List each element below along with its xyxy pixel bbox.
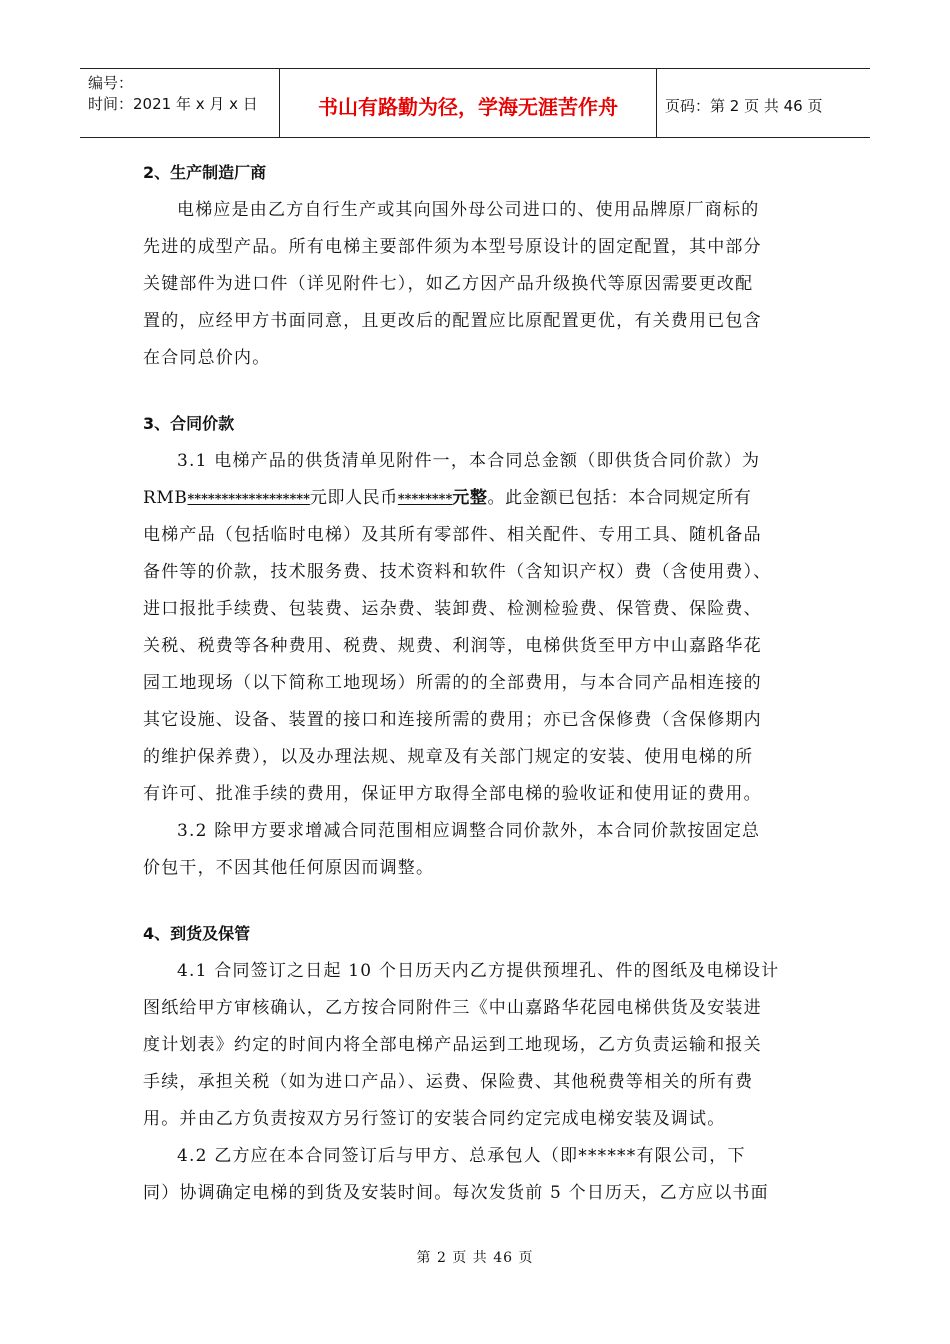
- document-number: 编号：: [88, 74, 134, 92]
- paragraph-line: 在合同总价内。: [143, 348, 271, 368]
- paragraph-line: 进口报批手续费、包装费、运杂费、装卸费、检测检验费、保管费、保险费、: [143, 599, 762, 619]
- paragraph-line: 图纸给甲方审核确认，乙方按合同附件三《中山嘉路华花园电梯供货及安装进: [143, 998, 762, 1018]
- paragraph-line: 关键部件为进口件（详见附件七），如乙方因产品升级换代等原因需要更改配: [143, 274, 754, 294]
- paragraph-line: 3.1 电梯产品的供货清单见附件一，本合同总金额（即供货合同价款）为: [177, 451, 761, 471]
- section-heading: 3、合同价款: [143, 414, 235, 433]
- paragraph-line: 有许可、批准手续的费用，保证甲方取得全部电梯的验收证和使用证的费用。: [143, 784, 762, 804]
- section-heading: 4、到货及保管: [143, 924, 251, 943]
- header-slogan: 书山有路勤为径，学海无涯苦作舟: [280, 69, 657, 137]
- paragraph-line: 同）协调确定电梯的到货及安装时间。每次发货前 5 个日历天，乙方应以书面: [143, 1183, 769, 1203]
- spacer: [143, 377, 813, 409]
- header-meta: [80, 69, 280, 137]
- page-footer: 第 2 页 共 46 页: [416, 1250, 534, 1266]
- paragraph-line: 4.2 乙方应在本合同签订后与甲方、总承包人（即******有限公司，下: [177, 1146, 746, 1166]
- section-heading: 2、生产制造厂商: [143, 163, 267, 182]
- paragraph-line: 置的，应经甲方书面同意，且更改后的配置应比原配置更优，有关费用已包含: [143, 311, 762, 331]
- paragraph-line: 先进的成型产品。所有电梯主要部件须为本型号原设计的固定配置，其中部分: [143, 237, 762, 257]
- header-page-info: 页码：第 2 页 共 46 页: [665, 96, 823, 115]
- amount-placeholder: ******************: [187, 492, 310, 507]
- amount-stars: ********: [397, 492, 453, 507]
- page-header: [80, 68, 870, 138]
- spacer: [143, 887, 813, 919]
- price-line: [143, 480, 813, 517]
- paragraph-line: 其它设施、设备、装置的接口和连接所需的费用；亦已含保修费（含保修期内: [143, 710, 762, 730]
- amount-rest-text: 。此金额已包括：本合同规定所有: [487, 488, 752, 508]
- currency-prefix: RMB: [143, 488, 188, 508]
- paragraph-line: 关税、税费等各种费用、税费、规费、利润等，电梯供货至甲方中山嘉路华花: [143, 636, 762, 656]
- paragraph-line: 电梯产品（包括临时电梯）及其所有零部件、相关配件、专用工具、随机备品: [143, 525, 762, 545]
- amount-mid-text: 元即人民币: [309, 488, 398, 508]
- paragraph-line: 的维护保养费），以及办理法规、规章及有关部门规定的安装、使用电梯的所: [143, 747, 754, 767]
- paragraph-line: 手续，承担关税（如为进口产品）、运费、保险费、其他税费等相关的所有费: [143, 1072, 754, 1092]
- paragraph-line: 价包干，不因其他任何原因而调整。: [143, 858, 435, 878]
- amount-bold-text: 元整: [452, 488, 488, 508]
- paragraph-line: 度计划表》约定的时间内将全部电梯产品运到工地现场，乙方负责运输和报关: [143, 1035, 762, 1055]
- paragraph-line: 备件等的价款，技术服务费、技术资料和软件（含知识产权）费（含使用费）、: [143, 562, 772, 582]
- paragraph-line: 电梯应是由乙方自行生产或其向国外母公司进口的、使用品牌原厂商标的: [177, 200, 760, 220]
- document-body: [143, 158, 813, 1212]
- document-time: 时间：2021 年 x 月 x 日: [88, 95, 258, 113]
- paragraph-line: 4.1 合同签订之日起 10 个日历天内乙方提供预埋孔、件的图纸及电梯设计: [177, 961, 780, 981]
- paragraph-line: 园工地现场（以下简称工地现场）所需的的全部费用，与本合同产品相连接的: [143, 673, 762, 693]
- paragraph-line: 用。并由乙方负责按双方另行签订的安装合同约定完成电梯安装及调试。: [143, 1109, 726, 1129]
- paragraph-line: 3.2 除甲方要求增减合同范围相应调整合同价款外，本合同价款按固定总: [177, 821, 761, 841]
